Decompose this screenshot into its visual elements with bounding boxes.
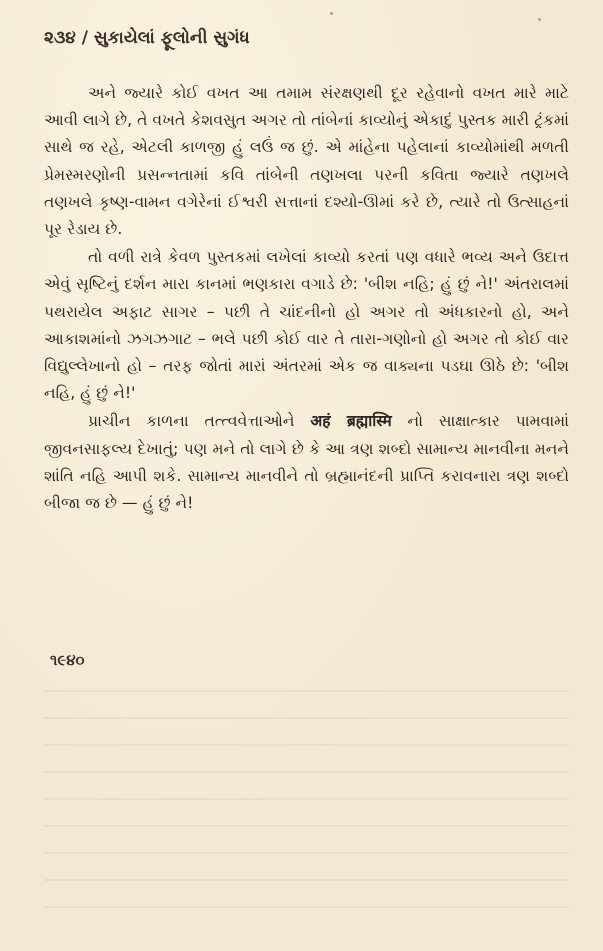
paragraph-3 [44,408,569,517]
paragraph-1 [44,80,569,243]
paragraph-3-text-end: નો સાક્ષાત્કાર પામવામાં જીવનસાફલ્ય દેખાતું; પણ મને તો લાગે છે કે આ ત્રણ શબ્દો સામાન્ય માનવીના મનને શાંતિ નહિ આપી શકે. સામાન્ય માનવીને તો બ્રહ્માનંદની પ્રાપ્તિ કરાવનારા ત્રણ શબ્દો બીજા જ છે — હું છું ને! [44,412,569,513]
paragraph-3-sanskrit-phrase: अहं ब्रह्मास्मि [310,412,392,431]
paragraph-2 [44,244,569,407]
paragraph-1-text: અને જ્યારે કોઈ વખત આ તમામ સંરક્ષણથી દૂર રહેવાનો વખત મારે માટે આવી લાગે છે, તે વખતે કેશવસુત અગર તો તાંબેનાં કાવ્યોનું એકાદું પુસ્તક મારી ટ્રંકમાં સાથે જ રહે, એટલી કાળજી હું લઉં જ છું. એ માંહેના પહેલાનાં કાવ્યોમાંથી મળતી પ્રેમસ્મરણોની પ્રસન્નતામાં કવિ તાંબેની તણખલા પરની કવિતા જ્યારે તણખલે તણખલે કૃષ્ણ-વામન વગેરેનાં ઈશ્વરી સત્તાનાં દશ્યો-ઊમાં કરે છે, ત્યારે તો ઉત્સાહનાં પૂર રેડાય છે. [44,84,569,239]
paragraph-3-text-start: પ્રાચીન કાળના તત્ત્વવેત્તાઓને [88,412,311,431]
body-text [44,80,569,517]
section-year-mark: ૧૯૪૦ [50,651,85,669]
paper-speck [330,12,333,15]
page-header: ૨૩૪ / સુકાયેલાં ફૂલોની સુગંધ [44,28,250,48]
paragraph-2-text: તો વળી રાત્રે કેવળ પુસ્તકમાં લખેલાં કાવ્યો કરતાં પણ વધારે ભવ્ય અને ઉદાત્ત એવું સૃષ્ટિનું દર્શન મારા કાનમાં ભણકારા વગાડે છે: 'બીશ નહિ; હું છું ને!' અંતરાલમાં પથરાયેલ અફાટ સાગર – પછી તે ચાંદનીનો હો અગર તો અંધકારનો હો, અને આકાશમાંનો ઝગઝગાટ – ભલે પછી કોઈ વાર તે તારા-ગણોનો હો અગર તો કોઈ વાર વિદ્યુલ્લેખાનો હો – તરફ જોતાં મારાં અંતરમાં એક જ વાક્યના પડઘા ઊઠે છે: 'બીશ નહિ, હું છું ને!' [44,248,569,403]
paper-speck [538,18,541,21]
show-through-texture [44,690,569,930]
